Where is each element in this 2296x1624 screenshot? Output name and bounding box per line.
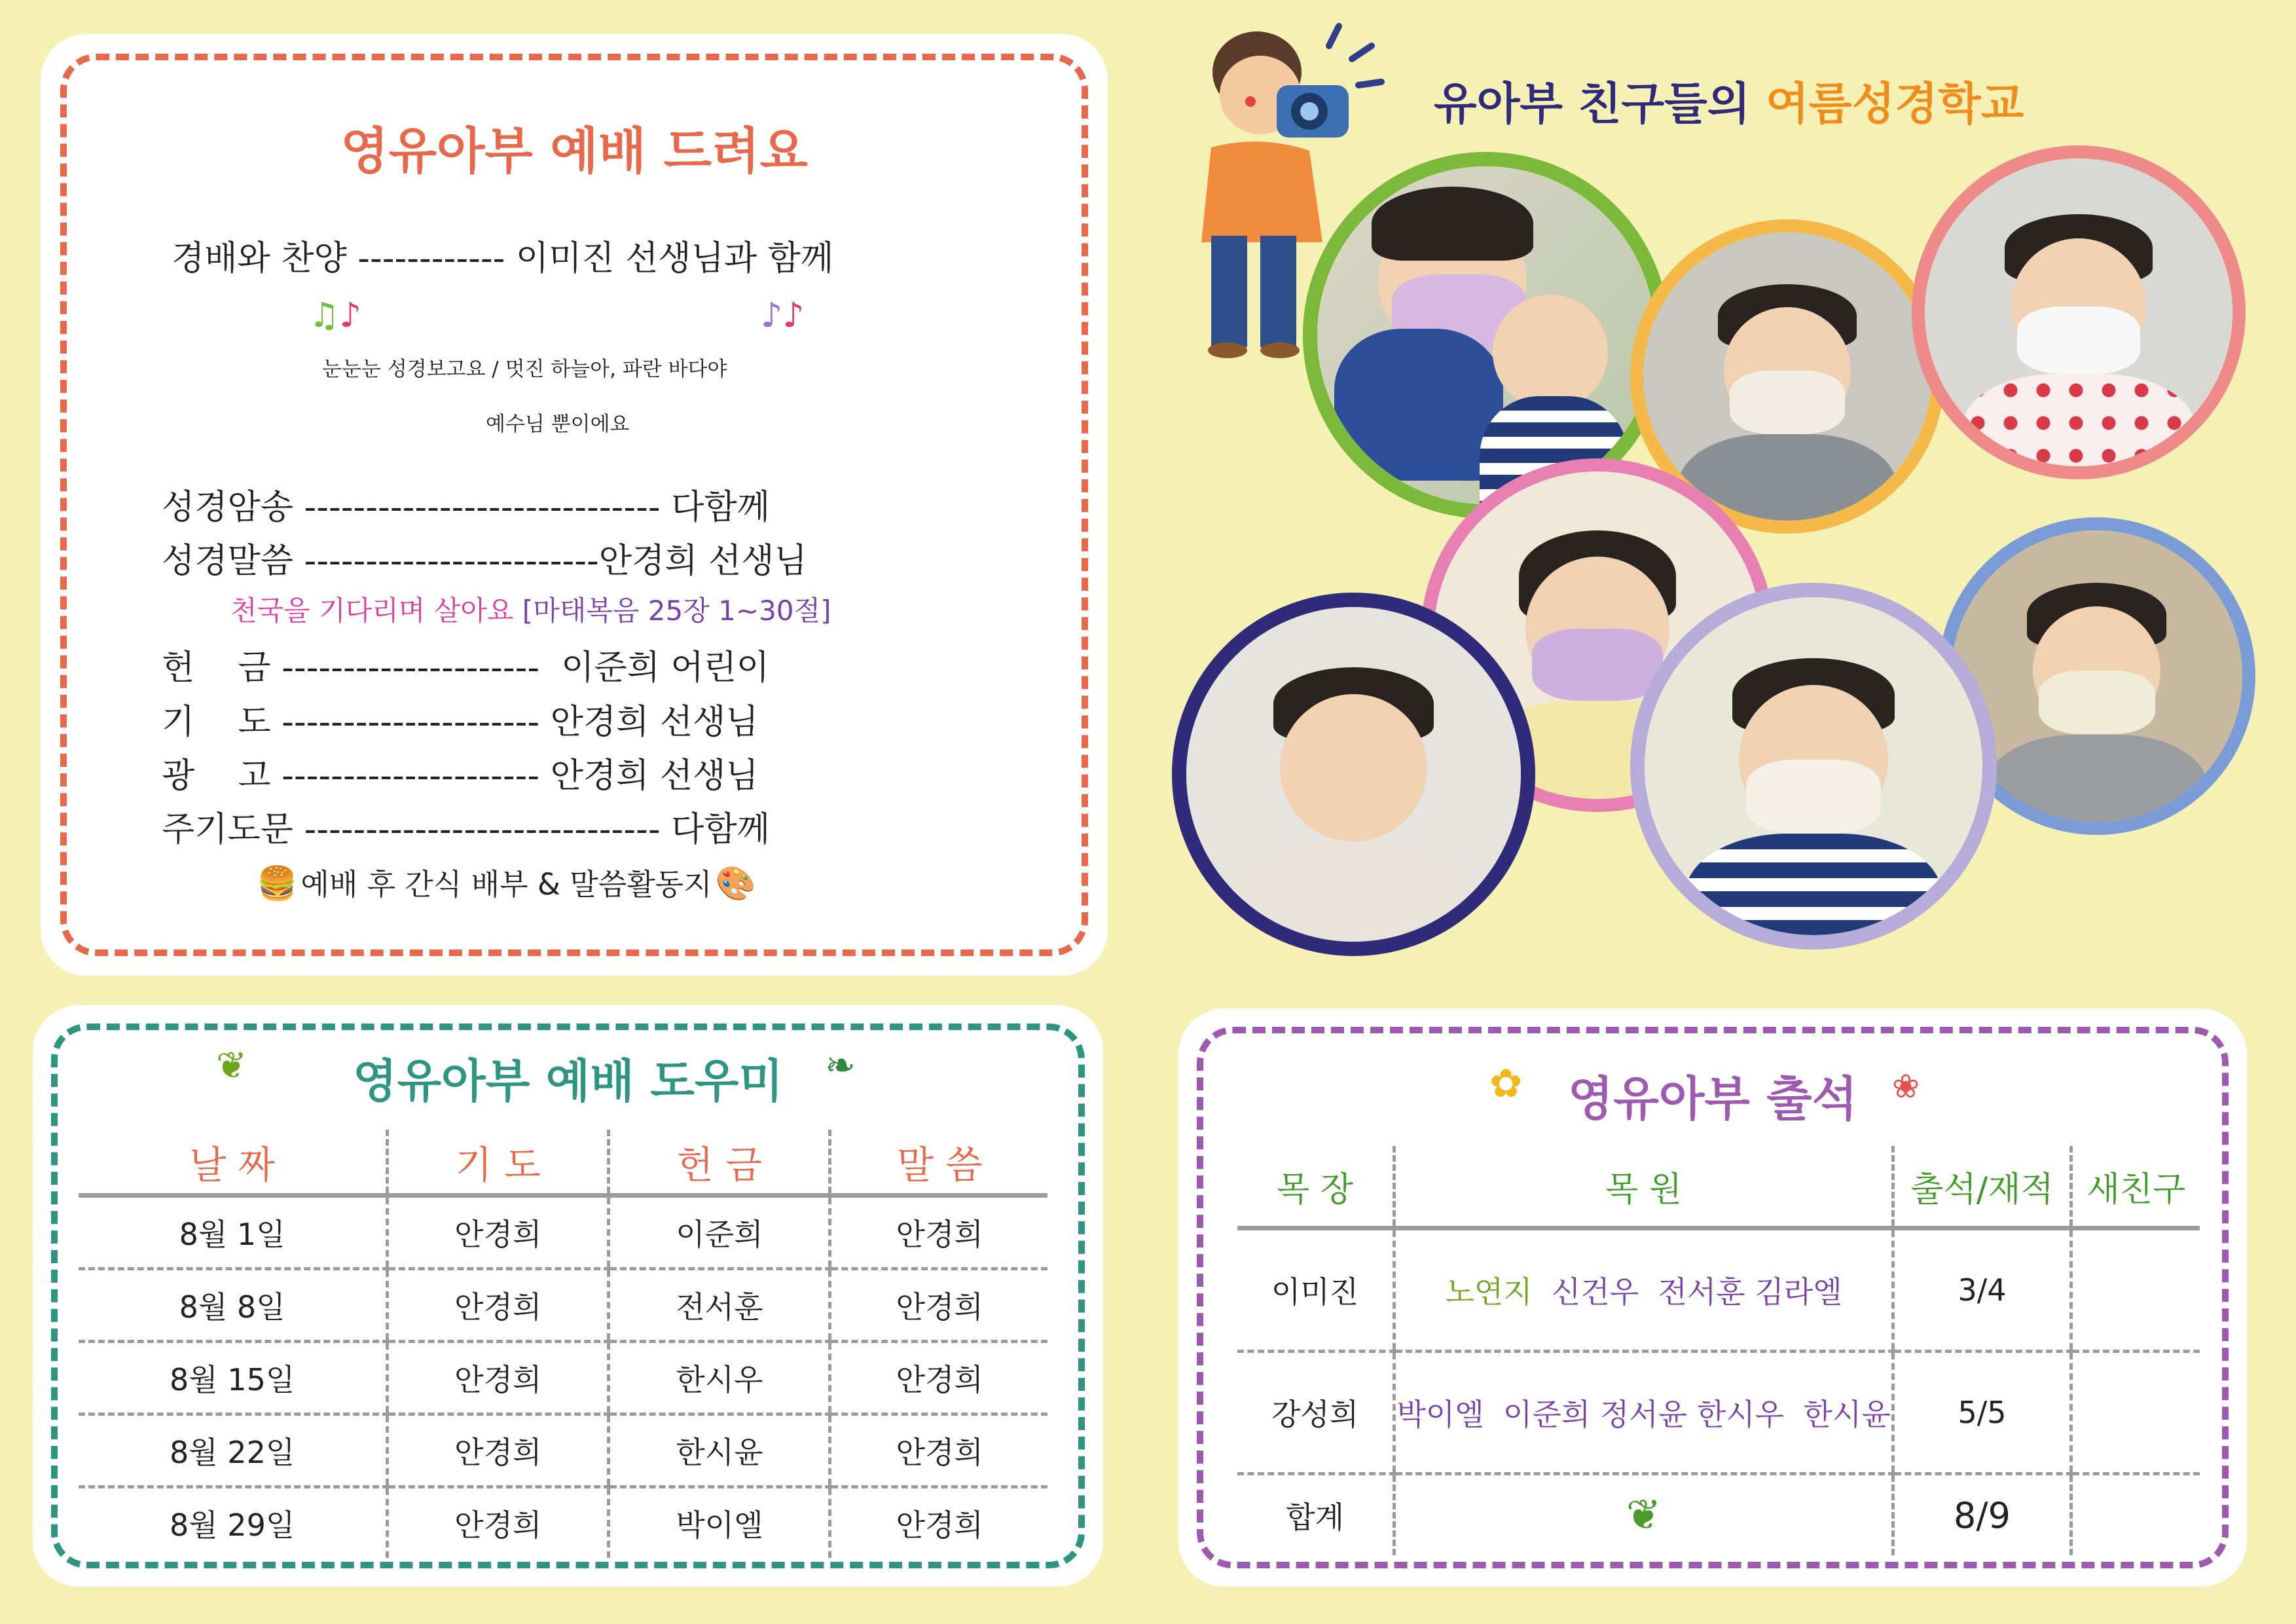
music-note-icon-2: ♪♪ <box>761 296 805 335</box>
total-ratio: 8/9 <box>1893 1474 2071 1556</box>
photos-title: 유아부 친구들의 여름성경학교 <box>1434 79 2024 130</box>
table-row <box>1237 1352 2200 1474</box>
new-friend-cell <box>2071 1352 2200 1474</box>
worship-helpers-panel <box>33 1005 1103 1587</box>
header-members: 목 원 <box>1394 1146 1893 1228</box>
table-row-total <box>1237 1474 2200 1556</box>
leaf-branch-icon: ❦ <box>216 1044 247 1087</box>
header-new-friend: 새친구 <box>2071 1146 2200 1228</box>
member-list: 노연지 신건우 전서훈 김라엘 <box>1394 1228 1893 1352</box>
worship-order-panel <box>41 34 1108 976</box>
sprout-icon: ❧ <box>825 1044 856 1087</box>
table-row: 8월 29일 안경희 박이엘 안경희 <box>79 1487 1048 1559</box>
order-row: 광 고 --------------------- 안경희 선생님 <box>162 756 759 796</box>
table-row: 8월 8일 안경희 전서훈 안경희 <box>79 1269 1048 1342</box>
leader-name: 강성희 <box>1237 1352 1394 1474</box>
attendance-panel <box>1178 1008 2247 1587</box>
order-row: 성경암송 ----------------------------- 다함께 <box>162 488 770 527</box>
order-row: 성경말씀 ------------------------안경희 선생님 <box>162 542 807 581</box>
order-row: 주기도문 ----------------------------- 다함께 <box>162 810 770 849</box>
table-row: 8월 22일 안경희 한시윤 안경희 <box>79 1414 1048 1487</box>
tulip-icon: ✿ <box>1489 1061 1523 1107</box>
table-row: 8월 1일 안경희 이준희 안경희 <box>79 1196 1048 1269</box>
header-prayer: 기 도 <box>388 1130 609 1196</box>
helpers-title: 영유아부 예배 도우미 <box>352 1054 784 1108</box>
table-row: 8월 15일 안경희 한시우 안경희 <box>79 1342 1048 1414</box>
praise-line: 경배와 찬양 ------------ 이미진 선생님과 함께 <box>172 239 834 278</box>
table-row <box>1237 1228 2200 1352</box>
art-palette-icon: 🎨 <box>715 864 756 902</box>
leader-name: 이미진 <box>1237 1228 1394 1352</box>
footer-note: 🍔 예배 후 간식 배부 & 말씀활동지 🎨 <box>257 864 756 902</box>
photo-boy-smiling <box>1172 593 1535 956</box>
photo-boy-stripes <box>1630 583 1997 950</box>
new-friend-cell <box>2071 1228 2200 1352</box>
verse-line: 천국을 기다리며 살아요 [마태복음 25장 1~30절] <box>230 595 831 627</box>
order-row: 헌 금 --------------------- 이준희 어린이 <box>162 648 770 688</box>
header-word: 말 씀 <box>830 1130 1048 1196</box>
attendance-title: 영유아부 출석 <box>1567 1071 1858 1126</box>
header-leader: 목 장 <box>1237 1146 1394 1228</box>
total-label: 합계 <box>1286 1500 1344 1535</box>
snack-icon: 🍔 <box>257 864 298 902</box>
header-date: 날 짜 <box>79 1130 388 1196</box>
attendance-ratio: 3/4 <box>1893 1228 2071 1352</box>
music-note-icon: ♫♪ <box>309 296 361 335</box>
order-row: 기 도 --------------------- 안경희 선생님 <box>162 703 759 742</box>
flower-decoration-icon: ❦ <box>1394 1474 1893 1556</box>
flower-icon: ❀ <box>1892 1067 1920 1105</box>
helpers-table <box>79 1130 1048 1558</box>
member-list: 박이엘 이준희 정서윤 한시우 한시윤 <box>1394 1352 1893 1474</box>
photo-girl-hearts <box>1912 145 2246 479</box>
attendance-ratio: 5/5 <box>1893 1352 2071 1474</box>
attendance-table <box>1237 1146 2200 1555</box>
song-list: 눈눈눈 성경보고요 / 멋진 하늘아, 파란 바다야 <box>322 358 727 381</box>
header-offering: 헌 금 <box>609 1130 830 1196</box>
worship-title: 영유아부 예배 드려요 <box>340 122 808 180</box>
header-ratio: 출석/재적 <box>1893 1146 2071 1228</box>
song-list-2: 예수님 뿐이에요 <box>486 413 630 436</box>
